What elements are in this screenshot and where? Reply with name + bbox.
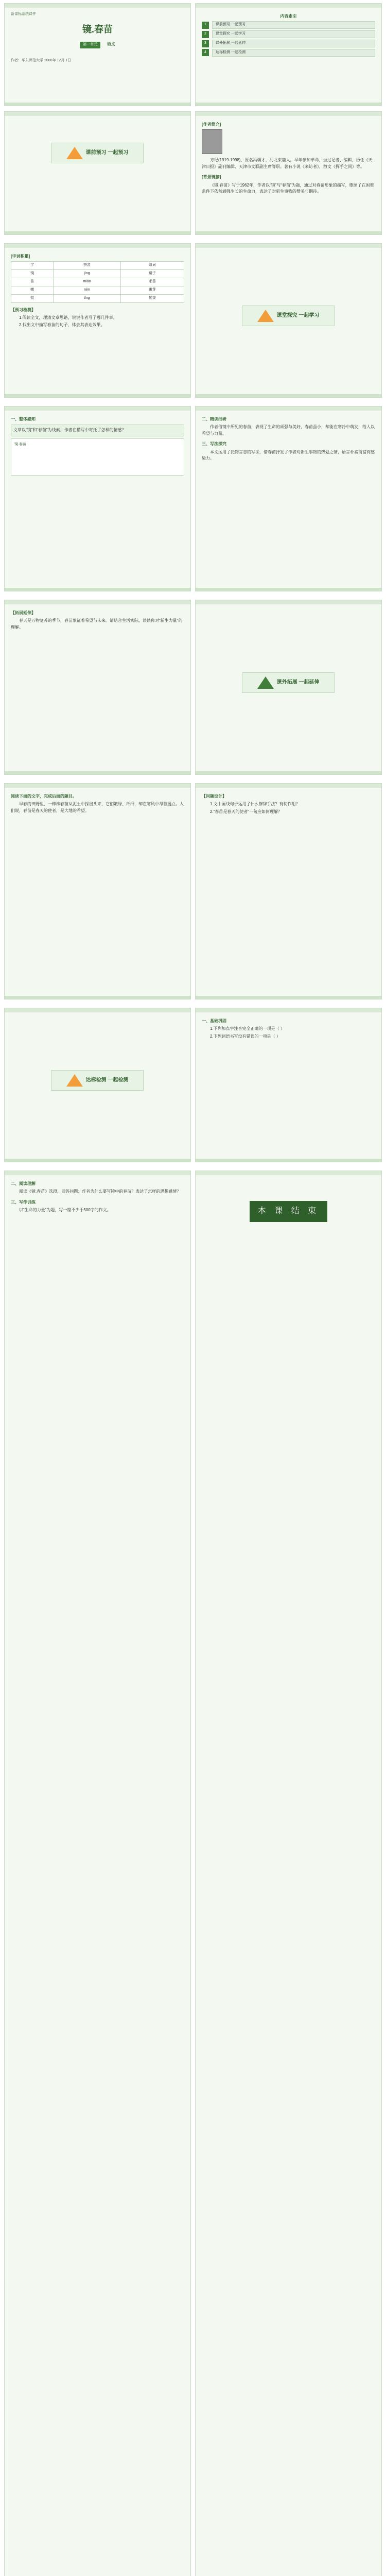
slide-footer: [5, 231, 190, 234]
slide-footer: [196, 588, 381, 591]
writing-text: 以“生命的力量”为题，写一篇不少于500字的作文。: [19, 1208, 111, 1213]
slide-author: [195, 111, 382, 235]
toc-item[interactable]: [202, 40, 375, 47]
background-heading: [背景链接]: [202, 175, 221, 180]
toc-number: 4: [202, 49, 209, 56]
questions-heading: 【问题设计】: [202, 794, 226, 799]
row-2: [0, 111, 386, 235]
slide-extension: [4, 600, 191, 775]
basics-question: 2.下列词语书写没有错误的一项是（ ）: [210, 1033, 280, 1039]
extension-text: 春天是万物复苏的季节，春苗象征着希望与未来。请结合生活实际，谈谈你对“新生力量”的理解。: [11, 618, 183, 630]
table-cell: 镜子: [120, 270, 184, 278]
slide-footer: [5, 394, 190, 397]
row-4: [0, 406, 386, 591]
slide-topbar: [5, 1008, 190, 1012]
banner-title: 课外拓展 一起延伸: [276, 680, 320, 686]
slide-topbar: [196, 600, 381, 604]
slide-topbar: [5, 244, 190, 248]
slide-topbar: [5, 406, 190, 411]
table-cell: 苗: [11, 278, 54, 286]
reading-check-heading: 二、阅读理解: [11, 1181, 36, 1186]
section-banner: [242, 306, 335, 326]
toc-item[interactable]: [202, 49, 375, 57]
subject-label: 语文: [107, 41, 115, 46]
basics-heading: 一、基础巩固: [202, 1019, 226, 1023]
slide-topbar: [5, 600, 190, 604]
reading-heading: 阅读下面的文字，完成后面的题目。: [11, 794, 77, 799]
row-7: [0, 1008, 386, 1162]
toc-title: 内容索引: [280, 14, 297, 19]
table-cell: 挺拔: [120, 294, 184, 302]
slide-section-preview: [4, 111, 191, 235]
author-line: 作者：华东师范大学 2006年 12月 1日: [11, 58, 72, 62]
slide-overall: [4, 406, 191, 591]
table-cell: 嫩芽: [120, 286, 184, 294]
word-table: [11, 261, 184, 302]
slide-section-study: [195, 243, 382, 398]
slide-footer: [5, 771, 190, 774]
row-6: [0, 783, 386, 999]
toc-item-label: 课外拓展 一起延伸: [212, 40, 375, 47]
slide-topbar: [196, 1008, 381, 1012]
slide-topbar: [196, 112, 381, 116]
toc-number: 3: [202, 40, 209, 47]
row-1: [0, 3, 386, 106]
slide-end: [195, 1171, 382, 2576]
slide-section-check: [4, 1008, 191, 1162]
toc-item[interactable]: [202, 30, 375, 38]
slide-footer: [196, 771, 381, 774]
author-portrait: [202, 129, 222, 154]
author-heading: [作者简介]: [202, 122, 221, 127]
overall-heading: 一、整体感知: [11, 417, 36, 421]
table-cell: 拼音: [54, 262, 120, 270]
table-cell: 嫩: [11, 286, 54, 294]
table-cell: miáo: [54, 278, 120, 286]
section-banner: [242, 672, 335, 693]
slide-basics: [195, 1008, 382, 1162]
triangle-icon: [66, 147, 83, 159]
table-cell: jìng: [54, 270, 120, 278]
toc-number: 2: [202, 31, 209, 38]
section-banner: [51, 1070, 144, 1091]
slide-footer: [196, 103, 381, 106]
slide-reading: [4, 783, 191, 999]
banner-title: 课堂探究 一起学习: [276, 313, 320, 319]
toc-number: 1: [202, 22, 209, 29]
preview-question: 2.找出文中描写春苗的句子，体会其表达效果。: [19, 323, 105, 328]
end-banner: [196, 1201, 381, 1222]
triangle-icon: [66, 1074, 83, 1087]
publisher-label: 新课标系统课件: [11, 12, 36, 16]
slide-footer: [196, 394, 381, 397]
structure-diagram: [11, 438, 184, 476]
table-cell: 禾苗: [120, 278, 184, 286]
slide-words: [4, 243, 191, 398]
table-cell: 挺: [11, 294, 54, 302]
banner-title: 达标检测 一起检测: [85, 1077, 129, 1083]
slide-reading-check: [4, 1171, 191, 2576]
preview-check-heading: 【预习检测】: [11, 307, 36, 312]
unit-tag: 第一单元: [80, 42, 100, 48]
toc-item-label: 课前预习 一起预习: [212, 21, 375, 29]
table-cell: 字: [11, 262, 54, 270]
slide-questions: [195, 783, 382, 999]
preview-question: 1.阅读全文，理清文章思路，说说作者写了哪几件事。: [19, 315, 117, 320]
table-cell: nèn: [54, 286, 120, 294]
slide-topbar: [196, 4, 381, 8]
diagram-caption: 镜.春苗: [14, 442, 26, 446]
slide-topbar: [5, 784, 190, 788]
toc-item[interactable]: [202, 21, 375, 29]
slide-section-outside: [195, 600, 382, 775]
technique-heading: 三、写法探究: [202, 442, 226, 447]
triangle-icon: [257, 676, 274, 689]
lesson-title: 镜.春苗: [82, 24, 113, 35]
slide-topbar: [5, 112, 190, 116]
close-read-text: 作者借镜中所见的春苗，表现了生命的顽强与美好，春苗虽小，却能在寒冷中萌发，给人以希望与力量。: [202, 425, 375, 436]
banner-title: 课前预习 一起预习: [85, 150, 129, 156]
slide-footer: [196, 231, 381, 234]
technique-text: 本文运用了托物言志的写法，借春苗抒发了作者对新生事物的热爱之情，语言朴素而富有感染力。: [202, 449, 375, 461]
reading-text: 早春的田野里，一株株春苗从泥土中探出头来，它们嫩绿、纤细，却在寒风中昂首挺立。人们说，春苗是春天的使者，是大地的希望。: [11, 802, 184, 813]
row-5: [0, 600, 386, 775]
close-read-heading: 二、精读细研: [202, 417, 226, 421]
slide-close-read: [195, 406, 382, 591]
extension-heading: 【拓展延伸】: [11, 611, 36, 615]
question-item: 1.文中画线句子运用了什么修辞手法？有何作用？: [210, 802, 300, 807]
slide-topbar: [196, 784, 381, 788]
table-cell: 组词: [120, 262, 184, 270]
table-cell: 镜: [11, 270, 54, 278]
triangle-icon: [257, 310, 274, 322]
toc-item-label: 达标检测 一起检测: [212, 49, 375, 57]
slide-topbar: [196, 244, 381, 248]
end-text: 本 课 结 束: [250, 1201, 327, 1222]
background-text: 《镜.春苗》写于1962年，作者以“镜”与“春苗”为题，通过对春苗形象的描写，歌颂了在困难条件下依然顽强生长的生命力，表达了对新生事物的赞美与期待。: [202, 182, 374, 194]
slide-footer: [5, 103, 190, 106]
slide-footer: [5, 1159, 190, 1162]
slide-toc: [195, 3, 382, 106]
slide-cover: [4, 3, 191, 106]
row-8: [0, 1171, 386, 2576]
slide-topbar: [196, 1171, 381, 1175]
slide-footer: [196, 1159, 381, 1162]
slide-footer: [5, 588, 190, 591]
slide-topbar: [5, 1171, 190, 1175]
question-item: 2.“春苗是春天的使者”一句应如何理解？: [210, 809, 282, 814]
words-heading: [字词积累]: [11, 254, 30, 259]
question-box: 文章以“镜”和“春苗”为线索，作者在描写中寄托了怎样的情感？: [11, 425, 184, 436]
basics-question: 1.下列加点字注音完全正确的一项是（ ）: [210, 1026, 285, 1031]
slide-topbar: [5, 4, 190, 8]
writing-heading: 三、写作训练: [11, 1199, 36, 1205]
author-text: 方纪(1919-1998)，原名冯骥才，河北束鹿人。早年参加革命，当过记者、编辑，历任《天津日报》副刊编辑、天津市文联副主席等职。著有小说《来访者》，散文《挥手之间》等。: [202, 158, 373, 169]
slide-topbar: [196, 406, 381, 411]
toc-item-label: 课堂探究 一起学习: [212, 30, 375, 38]
row-3: [0, 243, 386, 398]
reading-check-text: 阅读《镜.春苗》选段，回答问题：作者为什么要写镜中的春苗？表达了怎样的思想感情？: [19, 1189, 181, 1194]
table-cell: tǐng: [54, 294, 120, 302]
slide-footer: [196, 996, 381, 999]
slide-footer: [5, 996, 190, 999]
section-banner: [51, 143, 144, 163]
